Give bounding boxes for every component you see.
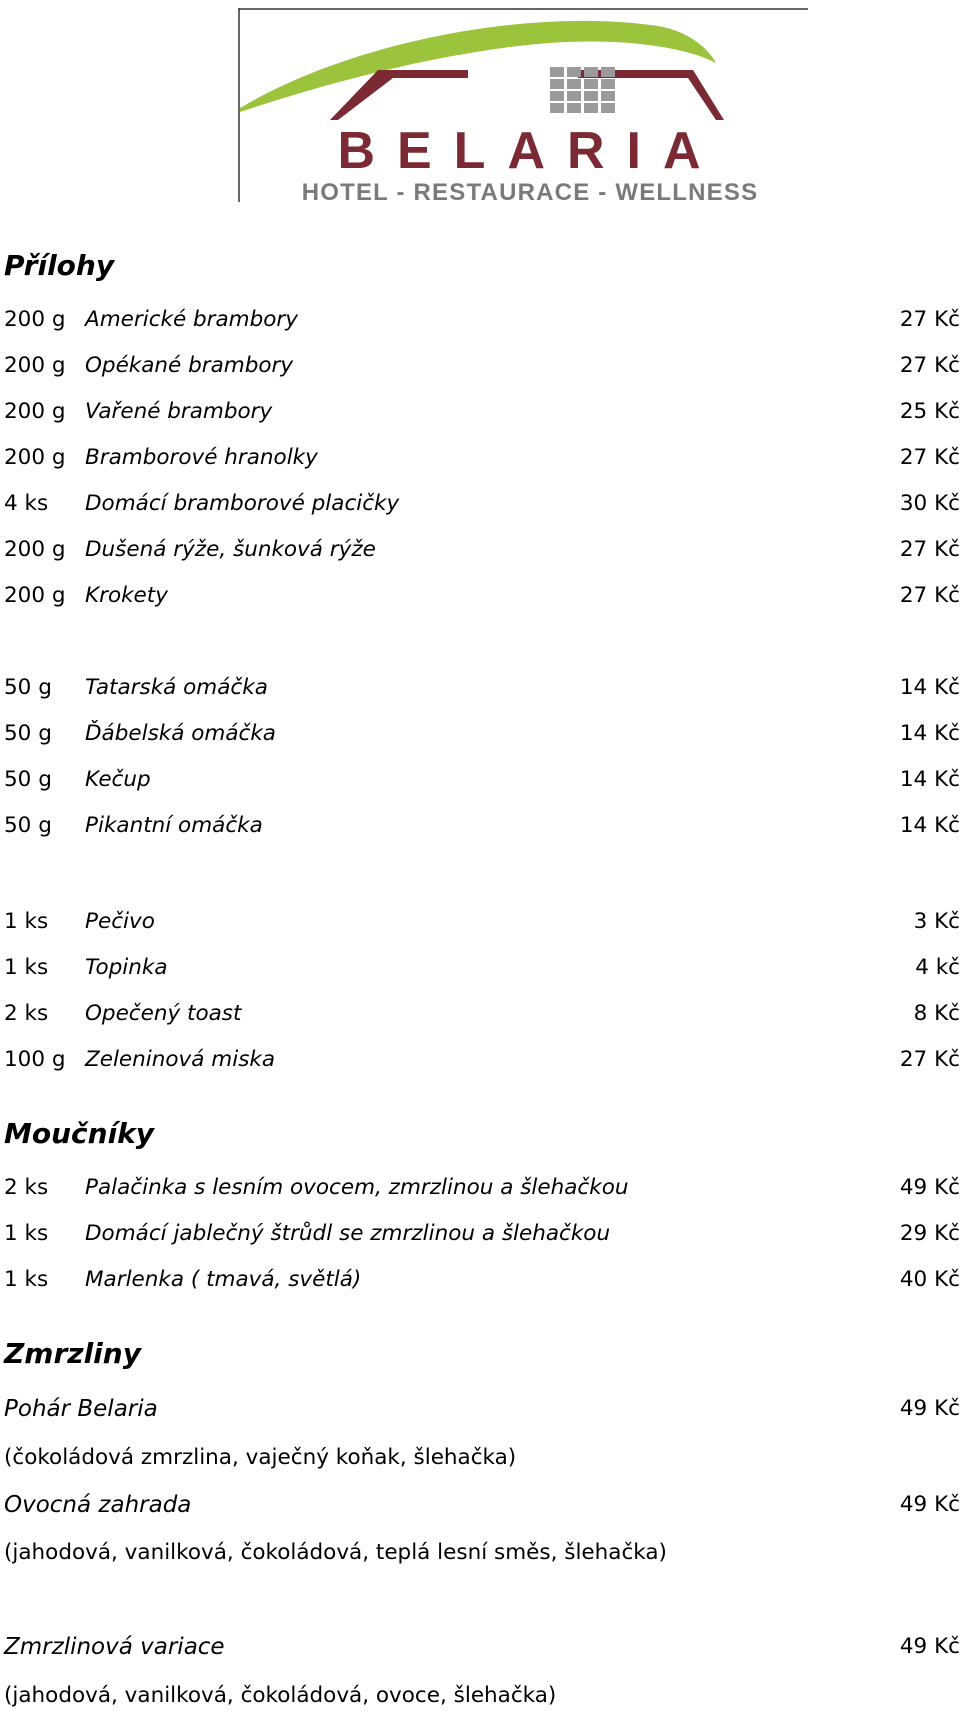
menu-item-row (0, 999, 960, 1029)
window-grid-cell (584, 79, 598, 89)
ice-cream-description: (čokoládová zmrzlina, vaječný koňak, šlehačka) (4, 1445, 517, 1470)
item-price: 14 Kč (899, 813, 960, 838)
brand-name: BELARIA (337, 122, 723, 180)
item-name: Pikantní omáčka (85, 813, 263, 838)
ice-cream-name: Ovocná zahrada (4, 1492, 192, 1518)
item-price: 3 Kč (913, 909, 960, 934)
belaria-logo-graphic (238, 8, 810, 202)
item-price: 29 Kč (899, 1221, 960, 1246)
window-grid-cell (584, 67, 598, 77)
section-heading-prilohy: Přílohy (4, 249, 115, 282)
item-price: 49 Kč (899, 1175, 960, 1200)
item-price: 30 Kč (899, 491, 960, 516)
item-name: Topinka (85, 955, 168, 980)
belaria-logo (238, 8, 810, 202)
window-grid-cell (601, 91, 615, 101)
item-quantity: 200 g (4, 353, 66, 378)
roof-shape (330, 70, 724, 120)
ice-cream-price: 49 Kč (899, 1492, 960, 1517)
item-price: 27 Kč (899, 307, 960, 332)
item-quantity: 200 g (4, 583, 66, 608)
menu-item-row (0, 719, 960, 749)
menu-item-row (0, 811, 960, 841)
item-name: Pečivo (85, 909, 155, 934)
menu-item-row (0, 351, 960, 381)
item-price: 27 Kč (899, 537, 960, 562)
window-grid-cell (584, 91, 598, 101)
window-grid-cell (550, 79, 564, 89)
section-heading-zmrzliny: Zmrzliny (4, 1337, 141, 1370)
window-grid-cell (601, 67, 615, 77)
item-name: Domácí bramborové placičky (85, 491, 400, 516)
item-quantity: 100 g (4, 1047, 66, 1072)
window-grid-cell (567, 91, 581, 101)
item-name: Marlenka ( tmavá, světlá) (85, 1267, 362, 1292)
item-quantity: 1 ks (4, 1267, 49, 1292)
window-grid-cell (601, 103, 615, 113)
item-price: 27 Kč (899, 353, 960, 378)
item-price: 4 kč (915, 955, 960, 980)
window-grid-cell (567, 103, 581, 113)
window-grid-cell (550, 67, 564, 77)
item-price: 27 Kč (899, 445, 960, 470)
item-price: 14 Kč (899, 721, 960, 746)
item-quantity: 50 g (4, 721, 52, 746)
ice-cream-name: Pohár Belaria (4, 1396, 158, 1422)
item-quantity: 1 ks (4, 909, 49, 934)
item-quantity: 200 g (4, 399, 66, 424)
menu-item-row (0, 907, 960, 937)
item-quantity: 50 g (4, 675, 52, 700)
window-grid-cell (550, 103, 564, 113)
item-name: Domácí jablečný štrůdl se zmrzlinou a šlehačkou (85, 1221, 611, 1246)
ice-cream-description: (jahodová, vanilková, čokoládová, ovoce, šlehačka) (4, 1683, 557, 1708)
ice-cream-description: (jahodová, vanilková, čokoládová, teplá lesní směs, šlehačka) (4, 1540, 667, 1565)
item-name: Bramborové hranolky (85, 445, 318, 470)
item-quantity: 200 g (4, 537, 66, 562)
menu-item-row (0, 1045, 960, 1075)
item-name: Opečený toast (85, 1001, 242, 1026)
item-name: Vařené brambory (85, 399, 273, 424)
menu-item-row (0, 673, 960, 703)
window-grid-cell (567, 67, 581, 77)
item-price: 14 Kč (899, 675, 960, 700)
window-grid-cell (601, 79, 615, 89)
menu-item-row (0, 1265, 960, 1295)
item-name: Krokety (85, 583, 168, 608)
item-name: Dušená rýže, šunková rýže (85, 537, 376, 562)
item-price: 14 Kč (899, 767, 960, 792)
item-name: Ďábelská omáčka (85, 721, 276, 746)
item-quantity: 200 g (4, 307, 66, 332)
item-name: Zeleninová miska (85, 1047, 276, 1072)
ice-cream-price: 49 Kč (899, 1634, 960, 1659)
menu-item-row (0, 535, 960, 565)
menu-item-row (0, 489, 960, 519)
menu-item-row (0, 765, 960, 795)
item-price: 40 Kč (899, 1267, 960, 1292)
item-price: 25 Kč (899, 399, 960, 424)
item-name: Palačinka s lesním ovocem, zmrzlinou a šlehačkou (85, 1175, 629, 1200)
item-quantity: 2 ks (4, 1175, 49, 1200)
menu-item-row (0, 305, 960, 335)
ice-cream-name: Zmrzlinová variace (4, 1634, 225, 1660)
item-name: Kečup (85, 767, 151, 792)
green-arc (240, 21, 716, 112)
window-grid-cell (584, 103, 598, 113)
item-name: Americké brambory (85, 307, 298, 332)
item-quantity: 4 ks (4, 491, 49, 516)
window-grid-cell (550, 91, 564, 101)
item-quantity: 50 g (4, 767, 52, 792)
menu-item-row (0, 1173, 960, 1203)
menu-item-row (0, 397, 960, 427)
menu-item-row (0, 1219, 960, 1249)
item-quantity: 2 ks (4, 1001, 49, 1026)
item-price: 27 Kč (899, 1047, 960, 1072)
ice-cream-price: 49 Kč (899, 1396, 960, 1421)
item-name: Tatarská omáčka (85, 675, 268, 700)
item-quantity: 200 g (4, 445, 66, 470)
tagline: HOTEL - RESTAURACE - WELLNESS (301, 179, 759, 202)
menu-item-row (0, 581, 960, 611)
section-heading-moucniky: Moučníky (4, 1117, 155, 1150)
item-quantity: 1 ks (4, 1221, 49, 1246)
window-grid-cell (567, 79, 581, 89)
item-quantity: 1 ks (4, 955, 49, 980)
item-name: Opékané brambory (85, 353, 294, 378)
menu-item-row (0, 953, 960, 983)
menu-item-row (0, 443, 960, 473)
item-price: 27 Kč (899, 583, 960, 608)
item-price: 8 Kč (913, 1001, 960, 1026)
item-quantity: 50 g (4, 813, 52, 838)
